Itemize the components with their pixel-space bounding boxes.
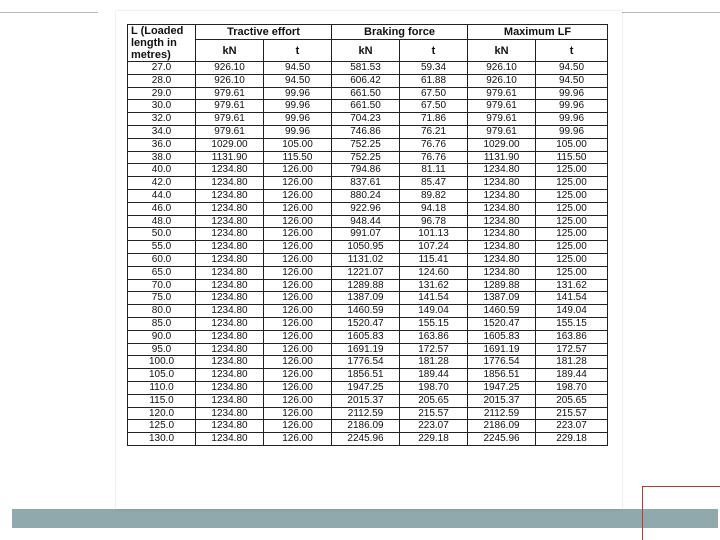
cell-braking-kn: 2186.09: [332, 420, 400, 433]
cell-tractive-kn: 1234.80: [196, 164, 264, 177]
header-maximum-lf: Maximum LF: [468, 25, 608, 40]
cell-max-lf-t: 172.57: [536, 343, 608, 356]
cell-length: 46.0: [128, 202, 196, 215]
corner-accent-horizontal: [642, 486, 720, 487]
cell-tractive-kn: 1234.80: [196, 266, 264, 279]
cell-braking-kn: 581.53: [332, 62, 400, 75]
cell-braking-t: 223.07: [400, 420, 468, 433]
cell-max-lf-kn: 2015.37: [468, 394, 536, 407]
cell-braking-kn: 1856.51: [332, 369, 400, 382]
table-row: [128, 253, 608, 266]
cell-max-lf-t: 181.28: [536, 356, 608, 369]
cell-max-lf-kn: 1234.80: [468, 177, 536, 190]
cell-tractive-t: 126.00: [264, 420, 332, 433]
cell-length: 90.0: [128, 330, 196, 343]
cell-length: 115.0: [128, 394, 196, 407]
table-row: [128, 381, 608, 394]
header-loaded-length-line3: metres): [131, 49, 171, 61]
cell-tractive-kn: 1234.80: [196, 305, 264, 318]
cell-length: 44.0: [128, 189, 196, 202]
cell-max-lf-t: 99.96: [536, 100, 608, 113]
cell-tractive-t: 115.50: [264, 151, 332, 164]
cell-braking-t: 101.13: [400, 228, 468, 241]
cell-max-lf-t: 94.50: [536, 74, 608, 87]
cell-braking-t: 81.11: [400, 164, 468, 177]
cell-braking-t: 71.86: [400, 113, 468, 126]
cell-tractive-t: 126.00: [264, 241, 332, 254]
table-row: [128, 292, 608, 305]
cell-tractive-t: 126.00: [264, 228, 332, 241]
cell-max-lf-kn: 979.61: [468, 113, 536, 126]
header-loaded-length-line1: L (Loaded: [131, 25, 184, 37]
cell-length: 65.0: [128, 266, 196, 279]
header-braking-force: Braking force: [332, 25, 468, 40]
cell-tractive-t: 105.00: [264, 138, 332, 151]
load-table: [127, 24, 608, 446]
cell-braking-kn: 1460.59: [332, 305, 400, 318]
cell-tractive-t: 99.96: [264, 113, 332, 126]
cell-max-lf-t: 125.00: [536, 253, 608, 266]
cell-braking-t: 61.88: [400, 74, 468, 87]
table-row: [128, 343, 608, 356]
cell-max-lf-kn: 1234.80: [468, 266, 536, 279]
cell-braking-kn: 1605.83: [332, 330, 400, 343]
cell-braking-kn: 746.86: [332, 125, 400, 138]
cell-braking-t: 189.44: [400, 369, 468, 382]
cell-max-lf-kn: 1289.88: [468, 279, 536, 292]
header-unit-t: t: [264, 40, 332, 62]
cell-length: 29.0: [128, 87, 196, 100]
cell-max-lf-kn: 2186.09: [468, 420, 536, 433]
cell-tractive-t: 126.00: [264, 164, 332, 177]
table-row: [128, 87, 608, 100]
table-row: [128, 228, 608, 241]
cell-max-lf-t: 125.00: [536, 241, 608, 254]
cell-max-lf-kn: 2112.59: [468, 407, 536, 420]
cell-max-lf-kn: 1234.80: [468, 189, 536, 202]
table-row: [128, 394, 608, 407]
cell-tractive-t: 126.00: [264, 202, 332, 215]
table-row: [128, 356, 608, 369]
cell-tractive-kn: 1234.80: [196, 420, 264, 433]
cell-length: 28.0: [128, 74, 196, 87]
cell-max-lf-kn: 1234.80: [468, 164, 536, 177]
cell-length: 120.0: [128, 407, 196, 420]
cell-braking-kn: 1221.07: [332, 266, 400, 279]
cell-tractive-kn: 1234.80: [196, 433, 264, 446]
cell-max-lf-t: 125.00: [536, 177, 608, 190]
cell-length: 125.0: [128, 420, 196, 433]
table-row: [128, 74, 608, 87]
cell-braking-t: 124.60: [400, 266, 468, 279]
cell-max-lf-t: 163.86: [536, 330, 608, 343]
cell-tractive-kn: 1234.80: [196, 369, 264, 382]
cell-tractive-t: 126.00: [264, 317, 332, 330]
table-row: [128, 189, 608, 202]
cell-length: 105.0: [128, 369, 196, 382]
cell-braking-kn: 1520.47: [332, 317, 400, 330]
cell-tractive-kn: 979.61: [196, 100, 264, 113]
cell-max-lf-t: 94.50: [536, 62, 608, 75]
cell-tractive-kn: 979.61: [196, 113, 264, 126]
cell-max-lf-kn: 1776.54: [468, 356, 536, 369]
cell-tractive-kn: 1234.80: [196, 228, 264, 241]
cell-tractive-t: 99.96: [264, 87, 332, 100]
cell-braking-t: 198.70: [400, 381, 468, 394]
table-row: [128, 113, 608, 126]
cell-length: 42.0: [128, 177, 196, 190]
cell-braking-t: 141.54: [400, 292, 468, 305]
cell-braking-kn: 1947.25: [332, 381, 400, 394]
header-unit-kn: kN: [332, 40, 400, 62]
cell-tractive-kn: 1234.80: [196, 189, 264, 202]
cell-braking-kn: 837.61: [332, 177, 400, 190]
table-row: [128, 215, 608, 228]
cell-tractive-t: 126.00: [264, 330, 332, 343]
cell-max-lf-t: 223.07: [536, 420, 608, 433]
cell-braking-t: 96.78: [400, 215, 468, 228]
cell-braking-t: 67.50: [400, 87, 468, 100]
table-row: [128, 279, 608, 292]
cell-length: 30.0: [128, 100, 196, 113]
cell-tractive-kn: 1234.80: [196, 202, 264, 215]
cell-max-lf-kn: 926.10: [468, 74, 536, 87]
cell-max-lf-kn: 1131.90: [468, 151, 536, 164]
table-row: [128, 177, 608, 190]
cell-max-lf-t: 149.04: [536, 305, 608, 318]
cell-tractive-kn: 1131.90: [196, 151, 264, 164]
cell-max-lf-kn: 1856.51: [468, 369, 536, 382]
cell-braking-kn: 661.50: [332, 87, 400, 100]
cell-max-lf-t: 198.70: [536, 381, 608, 394]
cell-max-lf-kn: 1520.47: [468, 317, 536, 330]
cell-braking-t: 215.57: [400, 407, 468, 420]
cell-tractive-kn: 1234.80: [196, 407, 264, 420]
table-row: [128, 241, 608, 254]
cell-braking-t: 85.47: [400, 177, 468, 190]
table-row: [128, 407, 608, 420]
table-row: [128, 266, 608, 279]
cell-braking-t: 76.76: [400, 151, 468, 164]
cell-braking-t: 163.86: [400, 330, 468, 343]
header-loaded-length-line2: length in: [131, 37, 177, 49]
cell-max-lf-t: 131.62: [536, 279, 608, 292]
cell-tractive-kn: 1234.80: [196, 317, 264, 330]
cell-tractive-t: 126.00: [264, 369, 332, 382]
cell-braking-kn: 2015.37: [332, 394, 400, 407]
cell-braking-kn: 1691.19: [332, 343, 400, 356]
cell-braking-kn: 1131.02: [332, 253, 400, 266]
cell-max-lf-kn: 1029.00: [468, 138, 536, 151]
cell-length: 27.0: [128, 62, 196, 75]
cell-max-lf-t: 99.96: [536, 113, 608, 126]
cell-braking-t: 107.24: [400, 241, 468, 254]
cell-max-lf-t: 125.00: [536, 215, 608, 228]
cell-braking-kn: 1776.54: [332, 356, 400, 369]
table-row: [128, 138, 608, 151]
table-header: [128, 25, 608, 62]
cell-tractive-t: 126.00: [264, 394, 332, 407]
cell-braking-t: 76.76: [400, 138, 468, 151]
table-row: [128, 125, 608, 138]
cell-length: 48.0: [128, 215, 196, 228]
cell-tractive-kn: 1234.80: [196, 279, 264, 292]
cell-max-lf-kn: 1234.80: [468, 202, 536, 215]
cell-max-lf-t: 99.96: [536, 125, 608, 138]
table-row: [128, 330, 608, 343]
cell-tractive-kn: 926.10: [196, 62, 264, 75]
cell-tractive-kn: 979.61: [196, 87, 264, 100]
table-row: [128, 164, 608, 177]
cell-braking-kn: 704.23: [332, 113, 400, 126]
header-loaded-length: [128, 25, 196, 62]
cell-max-lf-kn: 979.61: [468, 87, 536, 100]
table-row: [128, 62, 608, 75]
cell-tractive-kn: 1234.80: [196, 394, 264, 407]
cell-braking-kn: 2112.59: [332, 407, 400, 420]
table-row: [128, 151, 608, 164]
cell-tractive-t: 126.00: [264, 215, 332, 228]
cell-tractive-kn: 1234.80: [196, 330, 264, 343]
cell-braking-kn: 948.44: [332, 215, 400, 228]
cell-tractive-t: 126.00: [264, 292, 332, 305]
cell-braking-t: 181.28: [400, 356, 468, 369]
cell-braking-kn: 752.25: [332, 151, 400, 164]
cell-braking-t: 149.04: [400, 305, 468, 318]
header-tractive-effort: Tractive effort: [196, 25, 332, 40]
cell-max-lf-kn: 1234.80: [468, 241, 536, 254]
cell-braking-kn: 661.50: [332, 100, 400, 113]
cell-max-lf-t: 189.44: [536, 369, 608, 382]
cell-tractive-kn: 1234.80: [196, 253, 264, 266]
cell-length: 130.0: [128, 433, 196, 446]
cell-length: 85.0: [128, 317, 196, 330]
cell-length: 50.0: [128, 228, 196, 241]
cell-tractive-t: 126.00: [264, 433, 332, 446]
header-unit-kn: kN: [196, 40, 264, 62]
cell-max-lf-t: 205.65: [536, 394, 608, 407]
cell-braking-t: 67.50: [400, 100, 468, 113]
cell-max-lf-t: 141.54: [536, 292, 608, 305]
cell-length: 38.0: [128, 151, 196, 164]
cell-tractive-t: 126.00: [264, 407, 332, 420]
cell-length: 40.0: [128, 164, 196, 177]
cell-tractive-kn: 1234.80: [196, 343, 264, 356]
cell-tractive-t: 126.00: [264, 356, 332, 369]
slide-footer-bar: [12, 509, 718, 528]
cell-braking-kn: 1387.09: [332, 292, 400, 305]
cell-braking-t: 155.15: [400, 317, 468, 330]
cell-tractive-t: 126.00: [264, 381, 332, 394]
cell-tractive-kn: 926.10: [196, 74, 264, 87]
cell-max-lf-kn: 1387.09: [468, 292, 536, 305]
cell-max-lf-t: 125.00: [536, 266, 608, 279]
cell-braking-kn: 606.42: [332, 74, 400, 87]
cell-tractive-kn: 979.61: [196, 125, 264, 138]
cell-max-lf-t: 99.96: [536, 87, 608, 100]
cell-braking-kn: 991.07: [332, 228, 400, 241]
cell-braking-t: 205.65: [400, 394, 468, 407]
cell-tractive-t: 126.00: [264, 305, 332, 318]
cell-braking-kn: 794.86: [332, 164, 400, 177]
cell-tractive-t: 94.50: [264, 74, 332, 87]
cell-braking-kn: 1289.88: [332, 279, 400, 292]
table-row: [128, 420, 608, 433]
cell-tractive-t: 126.00: [264, 253, 332, 266]
cell-braking-kn: 880.24: [332, 189, 400, 202]
cell-length: 36.0: [128, 138, 196, 151]
cell-braking-kn: 922.96: [332, 202, 400, 215]
cell-tractive-kn: 1029.00: [196, 138, 264, 151]
cell-max-lf-kn: 1234.80: [468, 253, 536, 266]
cell-tractive-t: 126.00: [264, 343, 332, 356]
cell-tractive-t: 99.96: [264, 125, 332, 138]
cell-max-lf-kn: 1234.80: [468, 215, 536, 228]
header-unit-t: t: [400, 40, 468, 62]
cell-tractive-t: 126.00: [264, 189, 332, 202]
cell-length: 110.0: [128, 381, 196, 394]
cell-tractive-kn: 1234.80: [196, 177, 264, 190]
table-row: [128, 202, 608, 215]
cell-max-lf-kn: 1947.25: [468, 381, 536, 394]
cell-max-lf-kn: 1234.80: [468, 228, 536, 241]
cell-braking-t: 59.34: [400, 62, 468, 75]
cell-max-lf-t: 155.15: [536, 317, 608, 330]
corner-accent-vertical: [642, 486, 643, 540]
cell-max-lf-t: 105.00: [536, 138, 608, 151]
cell-length: 80.0: [128, 305, 196, 318]
cell-braking-kn: 752.25: [332, 138, 400, 151]
cell-tractive-t: 126.00: [264, 266, 332, 279]
header-unit-t: t: [536, 40, 608, 62]
cell-tractive-kn: 1234.80: [196, 356, 264, 369]
table-row: [128, 305, 608, 318]
cell-braking-t: 76.21: [400, 125, 468, 138]
table-row: [128, 100, 608, 113]
cell-tractive-t: 126.00: [264, 177, 332, 190]
cell-tractive-kn: 1234.80: [196, 215, 264, 228]
cell-max-lf-kn: 1605.83: [468, 330, 536, 343]
cell-length: 95.0: [128, 343, 196, 356]
top-rule-left: [0, 12, 98, 13]
cell-braking-t: 229.18: [400, 433, 468, 446]
cell-length: 32.0: [128, 113, 196, 126]
cell-tractive-kn: 1234.80: [196, 241, 264, 254]
cell-braking-kn: 1050.95: [332, 241, 400, 254]
header-unit-kn: kN: [468, 40, 536, 62]
cell-max-lf-t: 125.00: [536, 202, 608, 215]
cell-length: 75.0: [128, 292, 196, 305]
cell-max-lf-t: 229.18: [536, 433, 608, 446]
cell-max-lf-kn: 2245.96: [468, 433, 536, 446]
table-row: [128, 317, 608, 330]
cell-max-lf-kn: 979.61: [468, 125, 536, 138]
cell-braking-t: 115.41: [400, 253, 468, 266]
cell-length: 60.0: [128, 253, 196, 266]
cell-braking-t: 172.57: [400, 343, 468, 356]
cell-braking-t: 94.18: [400, 202, 468, 215]
cell-length: 70.0: [128, 279, 196, 292]
cell-max-lf-t: 125.00: [536, 164, 608, 177]
cell-max-lf-t: 115.50: [536, 151, 608, 164]
cell-max-lf-t: 125.00: [536, 189, 608, 202]
cell-max-lf-kn: 926.10: [468, 62, 536, 75]
cell-tractive-kn: 1234.80: [196, 381, 264, 394]
cell-tractive-t: 94.50: [264, 62, 332, 75]
table-body: [128, 62, 608, 446]
cell-max-lf-t: 125.00: [536, 228, 608, 241]
cell-length: 100.0: [128, 356, 196, 369]
cell-tractive-kn: 1234.80: [196, 292, 264, 305]
cell-max-lf-kn: 1691.19: [468, 343, 536, 356]
cell-max-lf-t: 215.57: [536, 407, 608, 420]
cell-max-lf-kn: 979.61: [468, 100, 536, 113]
cell-max-lf-kn: 1460.59: [468, 305, 536, 318]
top-rule-right: [622, 12, 720, 13]
cell-tractive-t: 126.00: [264, 279, 332, 292]
cell-length: 55.0: [128, 241, 196, 254]
cell-length: 34.0: [128, 125, 196, 138]
cell-braking-kn: 2245.96: [332, 433, 400, 446]
cell-tractive-t: 99.96: [264, 100, 332, 113]
cell-braking-t: 131.62: [400, 279, 468, 292]
table-row: [128, 369, 608, 382]
cell-braking-t: 89.82: [400, 189, 468, 202]
table-row: [128, 433, 608, 446]
